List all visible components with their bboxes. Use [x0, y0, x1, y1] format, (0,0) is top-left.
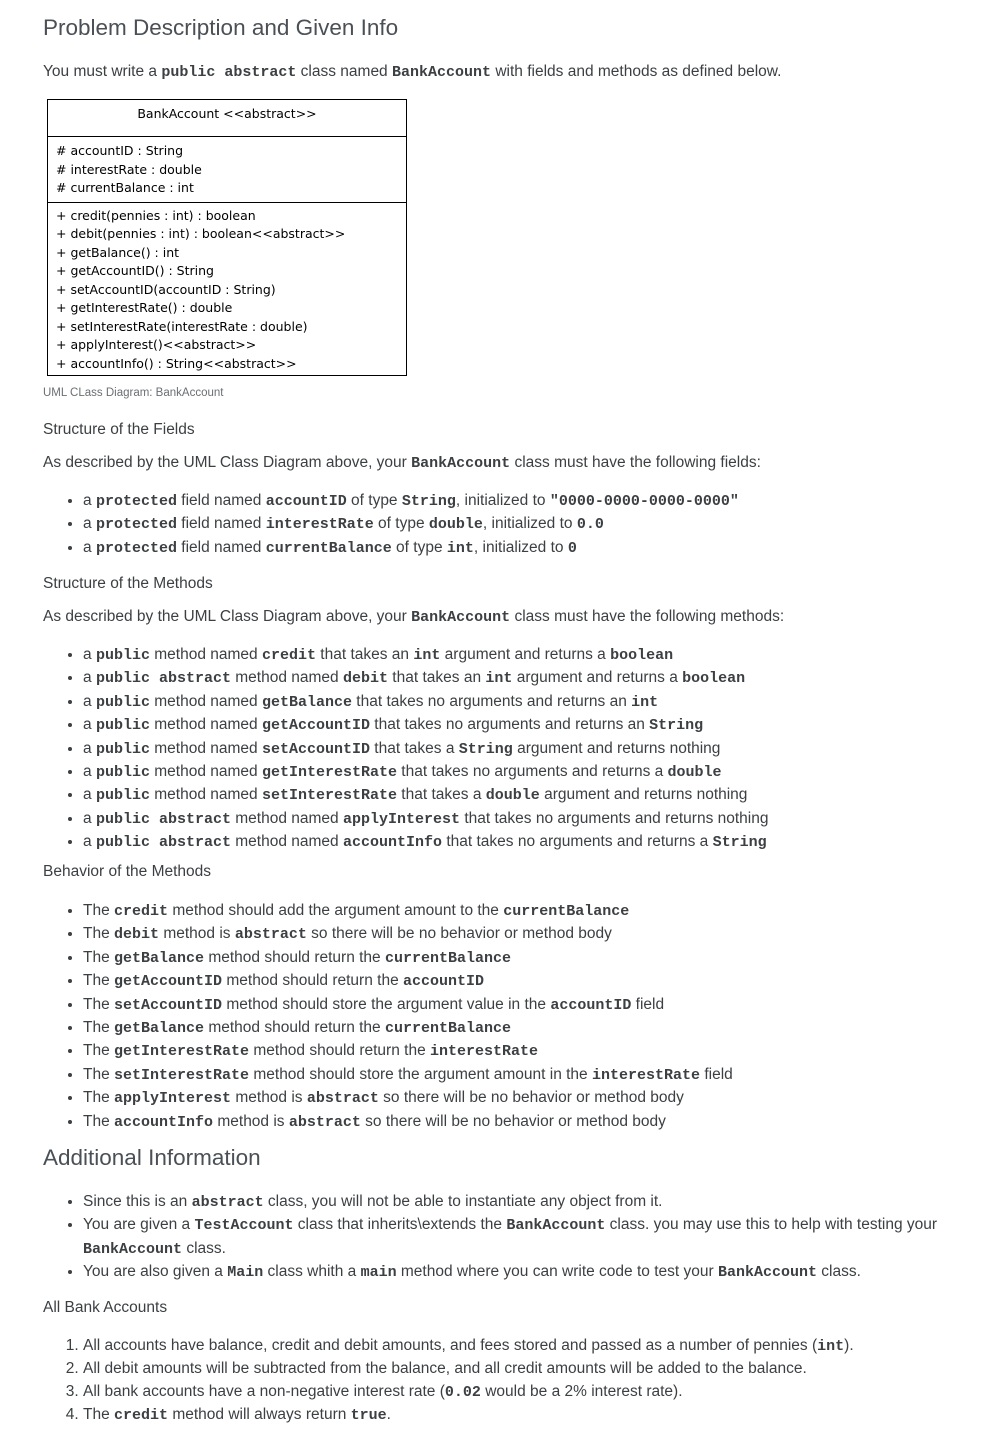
- uml-method: + getAccountID() : String: [56, 263, 214, 278]
- list-item: 4. The credit method will always return true.: [83, 1404, 1006, 1427]
- uml-method: + setInterestRate(interestRate : double): [56, 318, 308, 334]
- uml-class-diagram: [47, 99, 407, 376]
- list-item: • The getBalance method should return the currentBalance: [83, 947, 1003, 970]
- uml-field: # currentBalance : int: [56, 180, 194, 195]
- list-item: 3. All bank accounts have a non-negative interest rate (0.02 would be a 2% interest rate).: [83, 1381, 1006, 1404]
- page-title: Problem Description and Given Info: [43, 15, 399, 40]
- uml-class-name: BankAccount <<abstract>>: [48, 100, 406, 137]
- list-item: • a protected field named accountID of type String, initialized to "0000-0000-0000-0000": [83, 490, 1003, 513]
- list-item: • The setAccountID method should store the argument value in the accountID field: [83, 994, 1003, 1017]
- behavior-list: [43, 900, 1003, 1134]
- list-item: • The getBalance method should return the currentBalance: [83, 1017, 1003, 1040]
- list-item: • The setInterestRate method should store the argument amount in the interestRate field: [83, 1064, 1003, 1087]
- list-item: • a public abstract method named accountInfo that takes no arguments and returns a String: [83, 831, 1003, 854]
- list-item: 2. All debit amounts will be subtracted from the balance, and all credit amounts will be added to the balance.: [83, 1358, 1006, 1380]
- uml-caption: UML CLass Diagram: BankAccount: [43, 387, 224, 399]
- list-item: • The credit method should add the argument amount to the currentBalance: [83, 900, 1003, 923]
- intro-paragraph: You must write a public abstract class named BankAccount with fields and methods as defined below.: [43, 63, 782, 81]
- uml-field: # interestRate : double: [56, 161, 202, 177]
- uml-method: + accountInfo() : String<<abstract>>: [56, 355, 297, 371]
- list-item: • a public abstract method named applyInterest that takes no arguments and returns nothing: [83, 808, 1003, 831]
- uml-fields: [48, 137, 406, 203]
- list-item: • a public method named setAccountID that takes a String argument and returns nothing: [83, 738, 1003, 761]
- list-item: • You are also given a Main class whith a main method where you can write code to test your BankAccount class.: [83, 1261, 1006, 1284]
- list-item: • You are given a TestAccount class that inherits\extends the BankAccount class. you may use this to help with testing your BankAccount class.: [83, 1214, 1006, 1261]
- list-item: • a public method named credit that takes an int argument and returns a boolean: [83, 644, 1003, 667]
- uml-method: + credit(pennies : int) : boolean: [56, 207, 256, 223]
- list-item: 1. All accounts have balance, credit and debit amounts, and fees stored and passed as a number of pennies (int).: [83, 1335, 1006, 1358]
- list-item: • a public method named getInterestRate that takes no arguments and returns a double: [83, 761, 1003, 784]
- uml-methods: [48, 203, 406, 376]
- uml-method: + getInterestRate() : double: [56, 300, 233, 315]
- methods-heading: Structure of the Methods: [43, 575, 213, 592]
- all-accounts-heading: All Bank Accounts: [43, 1299, 168, 1316]
- all-accounts-list: [43, 1335, 1006, 1428]
- list-item: • a public method named getBalance that takes no arguments and returns an int: [83, 691, 1003, 714]
- list-item: • a protected field named interestRate of type double, initialized to 0.0: [83, 513, 1003, 536]
- fields-heading: Structure of the Fields: [43, 421, 195, 438]
- list-item: • The debit method is abstract so there will be no behavior or method body: [83, 923, 1003, 946]
- additional-heading: Additional Information: [43, 1145, 261, 1170]
- methods-intro: As described by the UML Class Diagram above, your BankAccount class must have the following methods:: [43, 608, 785, 626]
- list-item: • a public method named getAccountID that takes no arguments and returns an String: [83, 714, 1003, 737]
- uml-field: # accountID : String: [56, 143, 184, 158]
- additional-list: [43, 1191, 1006, 1285]
- list-item: • The applyInterest method is abstract so there will be no behavior or method body: [83, 1087, 1003, 1110]
- uml-method: + getBalance() : int: [56, 244, 180, 260]
- list-item: • The getInterestRate method should return the interestRate: [83, 1040, 1003, 1063]
- behavior-heading: Behavior of the Methods: [43, 863, 212, 880]
- methods-list: [43, 644, 1003, 855]
- list-item: • The accountInfo method is abstract so there will be no behavior or method body: [83, 1111, 1003, 1134]
- uml-method: + setAccountID(accountID : String): [56, 281, 276, 297]
- uml-method: + debit(pennies : int) : boolean<<abstract>>: [56, 226, 346, 241]
- fields-intro: As described by the UML Class Diagram above, your BankAccount class must have the following fields:: [43, 454, 761, 472]
- list-item: • a public abstract method named debit that takes an int argument and returns a boolean: [83, 667, 1003, 690]
- list-item: • a public method named setInterestRate that takes a double argument and returns nothing: [83, 784, 1003, 807]
- list-item: • The getAccountID method should return the accountID: [83, 970, 1003, 993]
- list-item: • Since this is an abstract class, you will not be able to instantiate any object from it.: [83, 1191, 1006, 1214]
- uml-method: + applyInterest()<<abstract>>: [56, 337, 257, 352]
- fields-list: [43, 490, 1003, 560]
- list-item: • a protected field named currentBalance of type int, initialized to 0: [83, 537, 1003, 560]
